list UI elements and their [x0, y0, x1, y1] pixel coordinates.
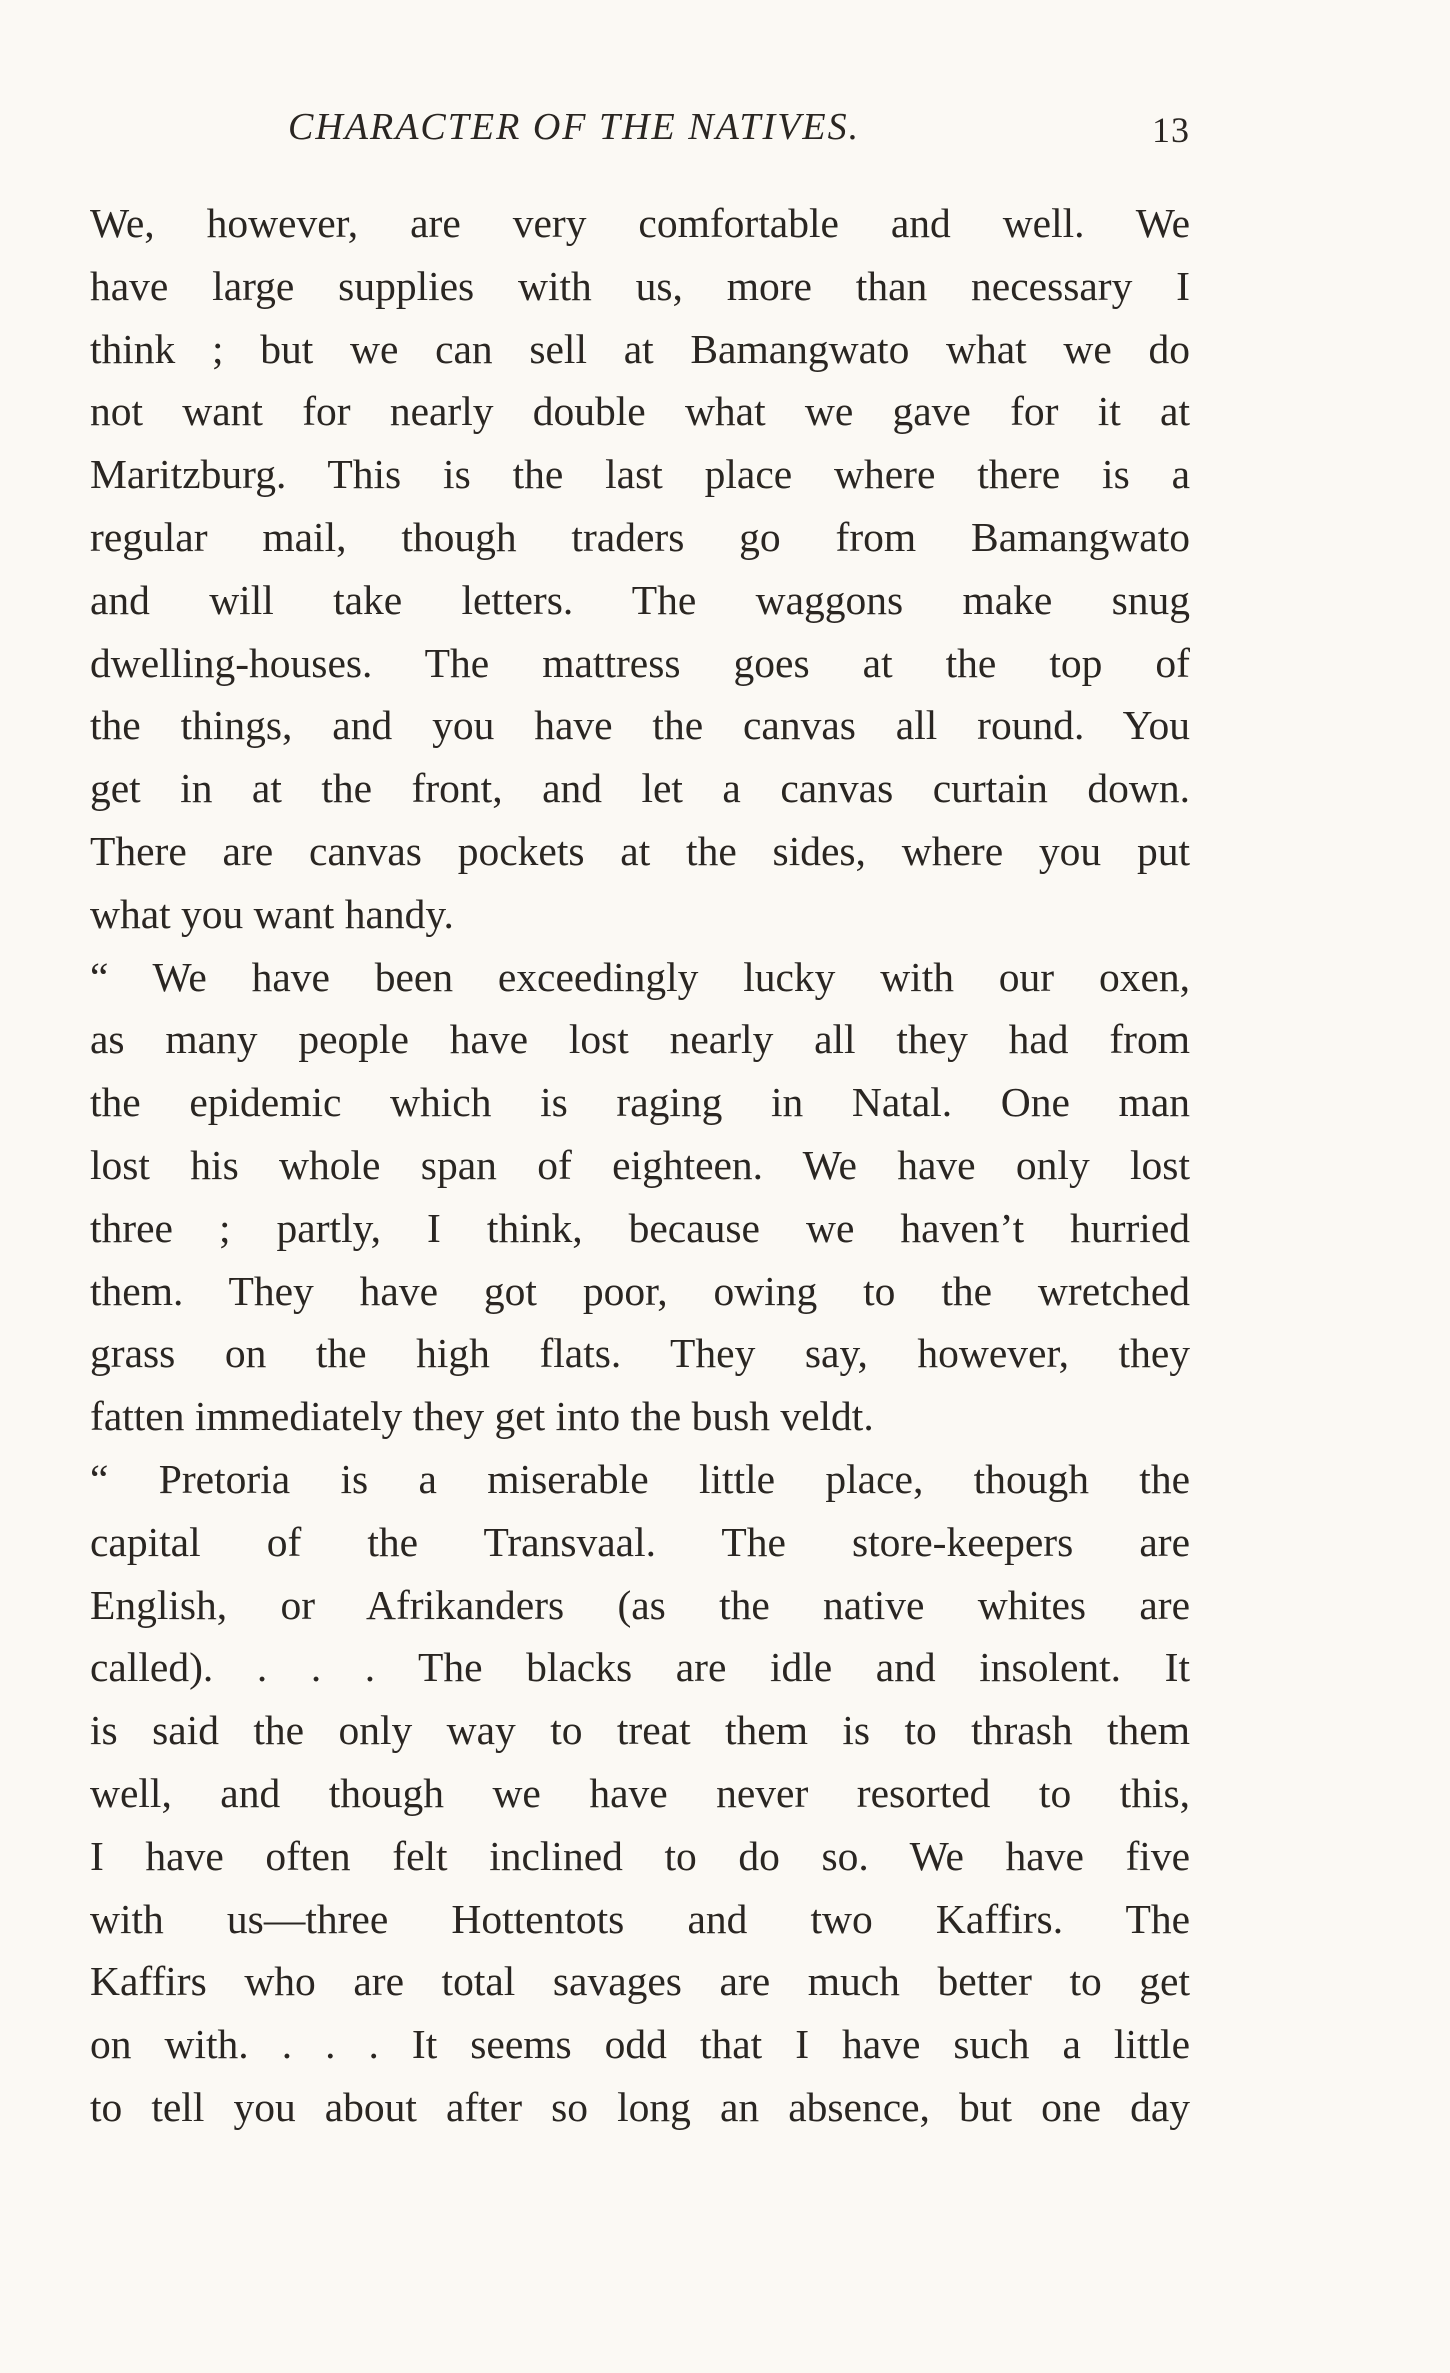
- text-line: Maritzburg. This is the last place where there is a: [90, 451, 1190, 498]
- text-line: regular mail, though traders go from Bamangwato: [90, 513, 1190, 560]
- text-line: on with. . . . It seems odd that I have such a little: [90, 2021, 1190, 2068]
- text-line: called). . . . The blacks are idle and insolent. It: [90, 1644, 1190, 1691]
- text-line: We, however, are very comfortable and well. We: [90, 200, 1190, 246]
- text-line: what you want handy.: [90, 890, 454, 937]
- text-line: with us—three Hottentots and two Kaffirs. The: [90, 1895, 1190, 1942]
- text-line: not want for nearly double what we gave for it at: [90, 388, 1190, 435]
- running-title: CHARACTER OF THE NATIVES.: [288, 106, 861, 148]
- text-line: I have often felt inclined to do so. We have five: [90, 1832, 1190, 1879]
- text-line: capital of the Transvaal. The store-keepers are: [90, 1518, 1190, 1565]
- text-line: to tell you about after so long an absence, but one day: [90, 2083, 1190, 2130]
- text-line: well, and though we have never resorted to this,: [90, 1769, 1190, 1816]
- text-line: is said the only way to treat them is to thrash them: [90, 1707, 1190, 1754]
- text-line: dwelling-houses. The mattress goes at the top of: [90, 639, 1190, 686]
- text-line: English, or Afrikanders (as the native whites are: [90, 1581, 1190, 1628]
- text-line: get in at the front, and let a canvas curtain down.: [90, 765, 1190, 812]
- text-line: three ; partly, I think, because we haven’t hurried: [90, 1204, 1190, 1251]
- text-line: think ; but we can sell at Bamangwato what we do: [90, 325, 1190, 372]
- page-number: 13: [1152, 110, 1190, 150]
- text-line: and will take letters. The waggons make snug: [90, 576, 1190, 623]
- text-line: the epidemic which is raging in Natal. One man: [90, 1079, 1190, 1126]
- text-line: have large supplies with us, more than necessary I: [90, 262, 1190, 309]
- text-line: grass on the high flats. They say, however, they: [90, 1330, 1190, 1377]
- text-line: fatten immediately they get into the bush veldt.: [90, 1393, 874, 1440]
- text-line: the things, and you have the canvas all round. You: [90, 702, 1190, 749]
- text-line: “ Pretoria is a miserable little place, though the: [90, 1455, 1190, 1502]
- text-line: “ We have been exceedingly lucky with our oxen,: [90, 953, 1190, 1000]
- text-line: as many people have lost nearly all they had from: [90, 1016, 1190, 1063]
- text-line: lost his whole span of eighteen. We have only lost: [90, 1141, 1190, 1188]
- text-line: Kaffirs who are total savages are much better to get: [90, 1958, 1190, 2005]
- running-head: [90, 105, 1190, 155]
- body-text: [90, 192, 1190, 2139]
- text-line: them. They have got poor, owing to the wretched: [90, 1267, 1190, 1314]
- text-line: There are canvas pockets at the sides, where you put: [90, 827, 1190, 874]
